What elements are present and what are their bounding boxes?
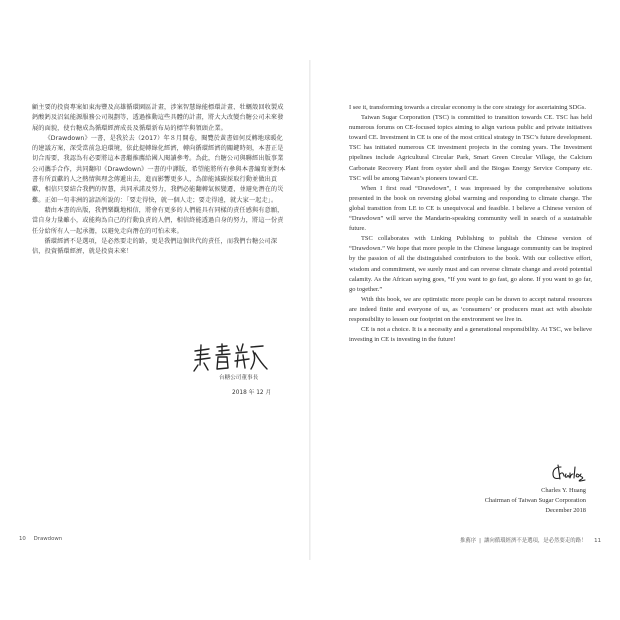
english-body-text (349, 103, 592, 345)
en-paragraph: CE is not a choice. It is a necessity and a generational responsibility. At TSC, we believe investing in CE is investing in the future! (349, 326, 592, 344)
zh-paragraph: 循環經濟不是選項，是必然要走的路，更是我們這個世代的責任，而我們台糖公司深信，投資循環經濟，就是投資未來！ (32, 237, 278, 256)
zh-paragraph: 顧主要的投資專案如東海豐及高雄循環園區計畫，涉案智慧綠能標環計畫、牡蠣殼回收製成鈣酸鈣及沼氣能源服務公司規劃等，透過推動這些具體的計畫，將大大改變台糖公司未來發展的面貌，使台糖成為循環經濟成長及循環新布局的標竿與領頭企業。 (32, 104, 284, 132)
left-page (0, 0, 309, 620)
running-head-book-title: Drawdown (33, 536, 63, 542)
signer-block-en (485, 486, 586, 517)
zh-paragraph: 藉由本書的出版，我們樂觀地相信，將會有更多的人們能具有同樣的責任感與有意願，當自身力量雖小，或能夠為自己的行動負責的人們，相信終能透過自身的努力，將這一份責任分給所有人一起承擔，以避免走向潛在的可怕未來。 (32, 206, 284, 235)
date-en: December 2018 (545, 507, 586, 515)
chinese-body-text (32, 103, 286, 257)
zh-paragraph: 《Drawdown》一書，是我於去（2017）年８月開卷，閱覽於黃書如何反轉地球暖化的建議方案，深受當前急迫環境，依此提轉綠化經濟，轉向循環經濟的關鍵時刻，本書正是切合需要，我認為有必要將這本書繼推薦給國人閱讀參考。為此，台糖公司與聯經出版事業公司攜手合作，共同翻印《Drawdown》一書的中譯版，希望能將所有參與本書編寫並對本書有所貢獻的人之熱情與理念傳遞出去，進而影響更多人，為節能減碳採取行動並做出貢獻，相信只要結合我們的智慧，共同承諾及努力，我們必能翻轉氣候變遷，並避免潛在的災難。正如一句非洲的諺語所說的：「要走得快，就一個人走；要走得遠，就大家一起走」。 (32, 134, 286, 204)
en-paragraph: I see it, transforming towards a circular economy is the core strategy for ascertaining SDGs. (349, 104, 587, 111)
en-paragraph: With this book, we are optimistic more people can be drawn to accept natural resources are indeed finite and everyone of us, as ‘consumers’ or producers must act with absolute responsibility to lessen our footprint on the environment we live in. (349, 295, 592, 323)
signer-title-en: Chairman of Taiwan Sugar Corporation (484, 497, 586, 505)
signature-en-graphic (549, 463, 589, 485)
en-paragraph: Taiwan Sugar Corporation (TSC) is committed to transition towards CE. TSC has held numerous forums on CE-focused topics aiming to align various public and private initiatives toward CE. Investment in CE is one of the most critical strategy in TSC’s future development. TSC has initiated numerous CE investment projects in the coming years. The Investment pipelines include Agricultural Circular Park, Smart Green Circular Village, the Calcium Carbonate Recovery Plant from oyster shell and the Biogas Energy Service Company etc. TSC will be among Taiwan’s pioneers toward CE. (349, 114, 592, 182)
signer-name-en: Charles Y. Huang (541, 487, 586, 494)
en-paragraph: TSC collaborates with Linking Publishing to publish the Chinese version of “Drawdown.” We hope that more people in the Chinese language community can be inspired by the passion of all the distinguished contributors to the book. With our collective effort, wisdom and commitment, we surely must and can reverse climate change and avoid potential calamity. As the African saying goes, “If you want to go fast, go alone. If you want to go far, go together.” (349, 235, 592, 293)
left-footer (19, 536, 62, 542)
signature-zh-graphic (191, 341, 271, 373)
en-paragraph: When I first read “Drawdown”, I was impressed by the comprehensive solutions presented in the book on reversing global warming and responding to climate change. The global transition from LE to CE is unequivocal and feasible. I believe a Chinese version of “Drawdown” will serve the Mandarin-speaking community well in search of a sustainable future. (349, 184, 592, 233)
right-footer: 推薦序 | 讓向循環經濟不是選項，是必然要走的路！ 11 (459, 538, 601, 544)
running-head-section: 推薦序 (459, 538, 477, 544)
date-zh: 2018 年 12 月 (232, 390, 272, 396)
signer-title-zh: 台糖公司董事長 (219, 375, 259, 381)
page-number-right: 11 (594, 538, 601, 544)
right-page (311, 0, 620, 620)
running-head-subtitle: 讓向循環經濟不是選項，是必然要走的路！ (483, 538, 587, 544)
page-number-left: 10 (19, 536, 26, 542)
handwritten-signature-zh (191, 341, 271, 373)
handwritten-signature-en (549, 463, 589, 485)
